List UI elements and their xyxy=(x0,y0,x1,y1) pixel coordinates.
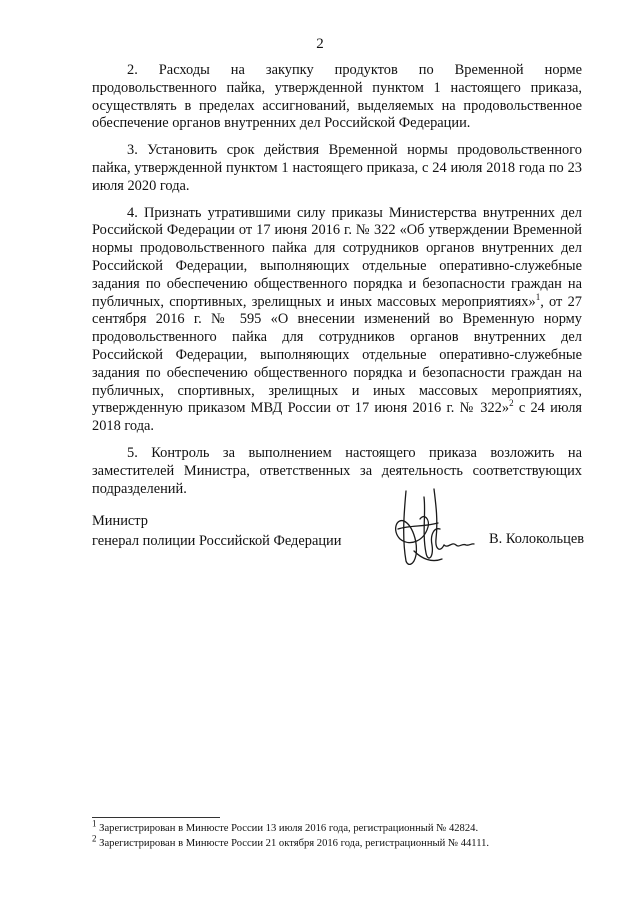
paragraph-5: 5. Контроль за выполнением настоящего приказа возложить на заместителей Министра, ответственных за деятельность соответствующих подразделений. xyxy=(92,444,582,497)
footnote-2-text: Зарегистрирован в Минюсте России 21 октября 2016 года, регистрационный № 44111. xyxy=(96,838,490,849)
signature-block xyxy=(92,513,584,573)
footnotes xyxy=(92,818,582,852)
page-number: 2 xyxy=(316,36,324,52)
signatory-name: В. Колокольцев xyxy=(489,531,584,547)
paragraph-4 xyxy=(92,205,582,436)
footnote-1 xyxy=(92,818,582,836)
footnote-ref-1: 1 xyxy=(535,291,541,302)
footnote-ref-2: 2 xyxy=(509,398,514,409)
signatory-rank: генерал полиции Российской Федерации xyxy=(92,533,342,549)
footnote-2-mark: 2 xyxy=(92,833,97,844)
footnote-1-mark: 1 xyxy=(92,818,97,829)
footnote-2 xyxy=(92,833,582,851)
paragraph-2: 2. Расходы на закупку продуктов по Временной норме продовольственного пайка, утвержденной пунктом 1 настоящего приказа, осуществлять в пределах ассигнований, выделяемых на продовольственное обеспечение органов внутренних дел Российской Федерации. xyxy=(92,62,582,132)
paragraph-4-text-c: с 24 июля 2018 года. xyxy=(92,400,583,435)
footnote-1-text: Зарегистрирован в Минюсте России 13 июля 2016 года, регистрационный № 42824. xyxy=(96,823,479,834)
document-body xyxy=(92,62,582,507)
paragraph-4-text-b: , от 27 сентября 2016 г. № 595 «О внесении изменений во Временную норму продовольственного пайка для сотрудников органов внутренних дел Российской Федерации, выполняющих отдельные оперативно-служебные задания по обеспечению общественного порядка и безопасности граждан на публичных, спортивных, зрелищных и иных массовых мероприятиях, утвержденную приказом МВД России от 17 июня 2016 г. № 322» xyxy=(92,293,583,417)
paragraph-4-text-a: 4. Признать утратившими силу приказы Министерства внутренних дел Российской Федерации от 17 июня 2016 г. № 322 «Об утверждении Временной нормы продовольственного пайка для сотрудников органов внутренних дел Российской Федерации, выполняющих отдельные оперативно-служебные задания по обеспечению общественного порядка и безопасности граждан на публичных, спортивных, зрелищных и иных массовых мероприятиях» xyxy=(92,204,582,310)
handwritten-signature xyxy=(384,483,476,575)
signatory-title: Министр xyxy=(92,513,148,529)
paragraph-3: 3. Установить срок действия Временной нормы продовольственного пайка, утвержденной пунктом 1 настоящего приказа, с 24 июля 2018 года по 23 июля 2020 года. xyxy=(92,142,582,194)
footnote-divider xyxy=(92,817,220,818)
